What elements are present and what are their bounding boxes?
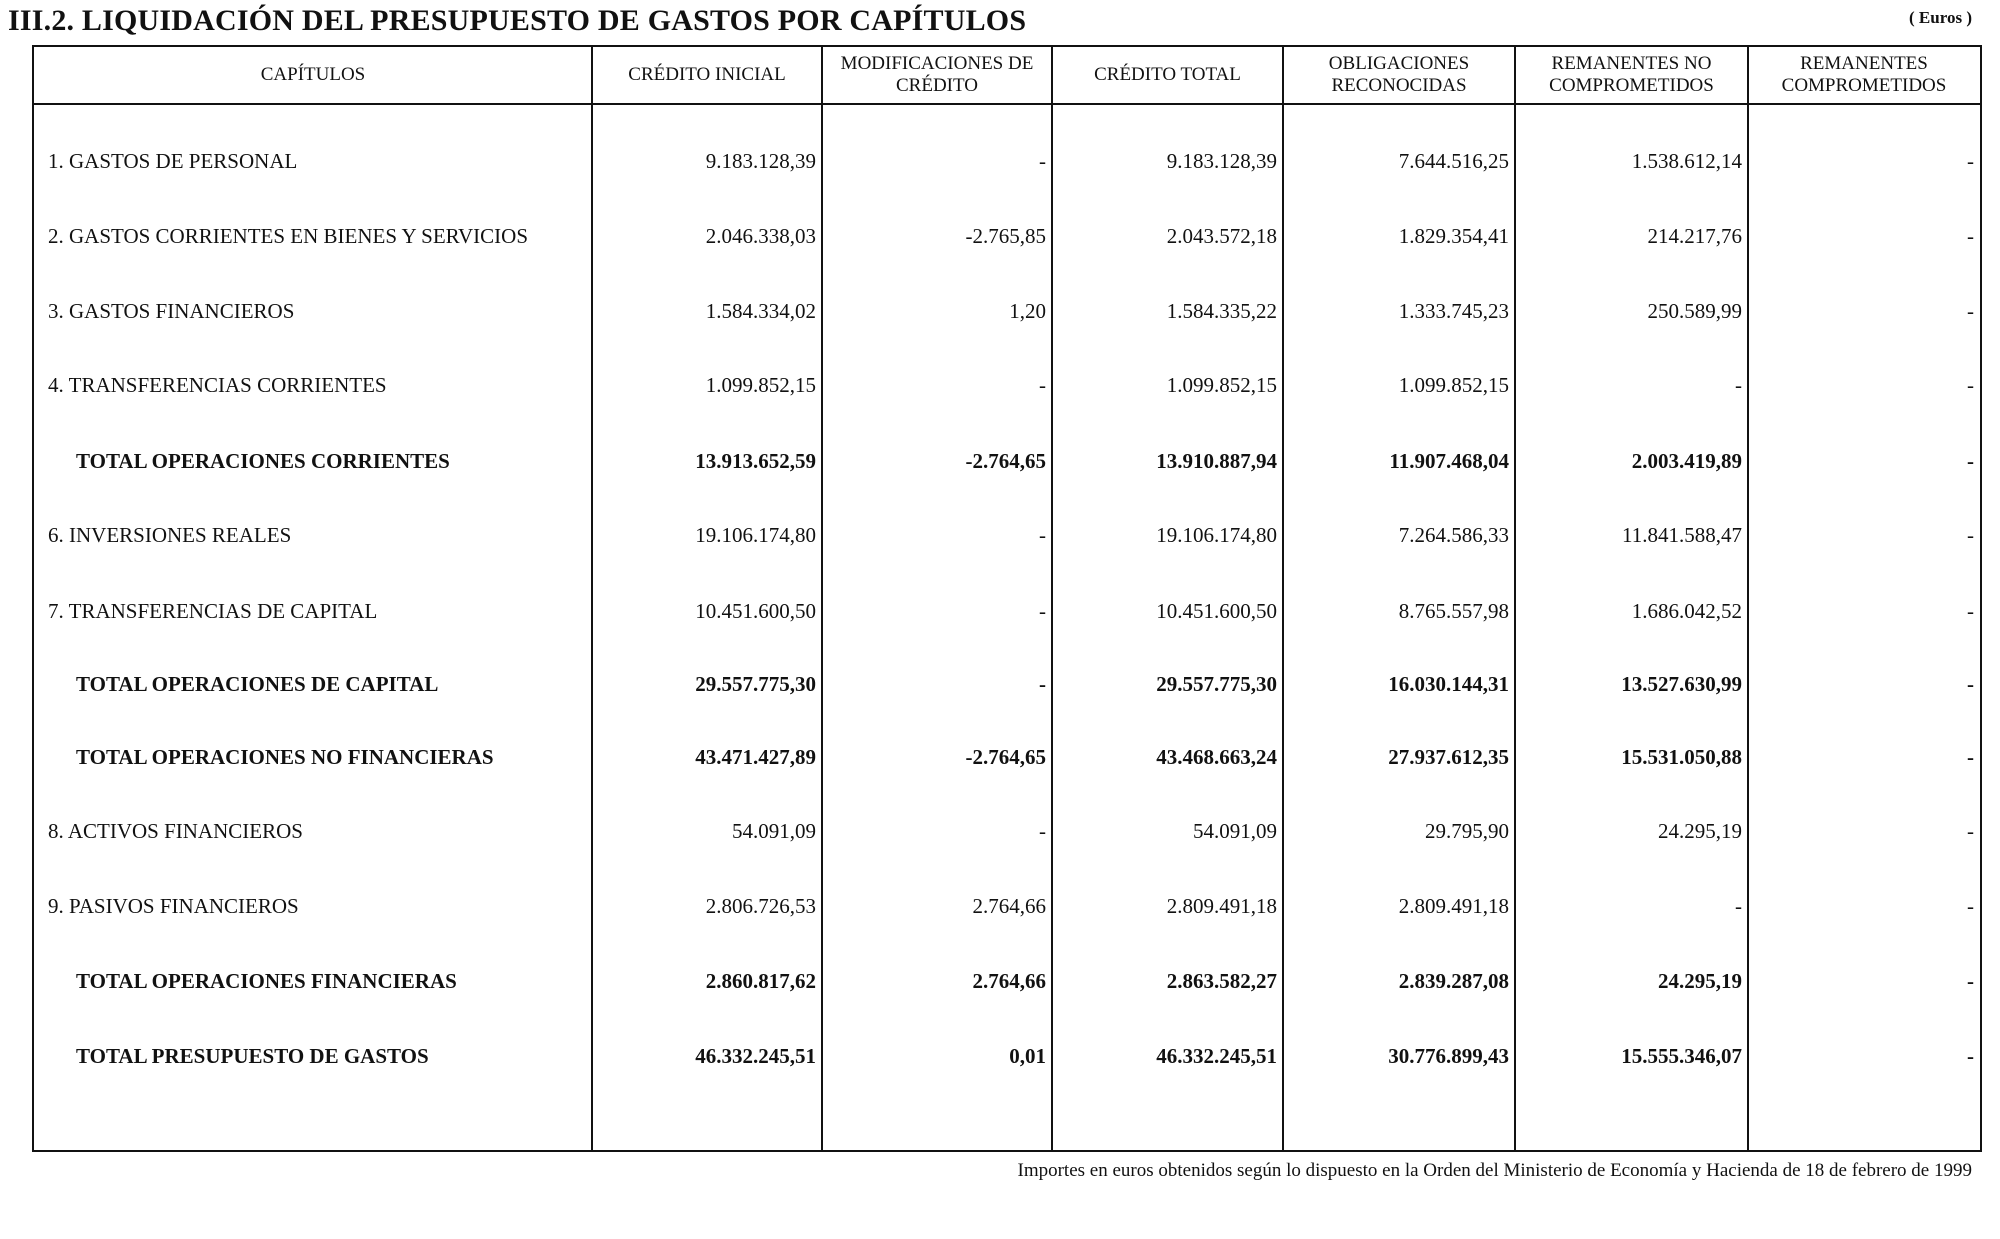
table-cell: -2.764,65 xyxy=(965,744,1046,769)
total-row xyxy=(34,735,1980,779)
table-cell: 10.451.600,50 xyxy=(695,598,816,623)
table-cell: 8.765.557,98 xyxy=(1398,598,1509,623)
row-label: 4. TRANSFERENCIAS CORRIENTES xyxy=(48,372,387,397)
table-cell: 2.809.491,18 xyxy=(1166,893,1277,918)
table-cell: 46.332.245,51 xyxy=(1156,1043,1277,1068)
total-row xyxy=(34,662,1980,706)
header-obligaciones: OBLIGACIONES RECONOCIDAS xyxy=(1328,53,1470,96)
table-cell: 15.531.050,88 xyxy=(1621,744,1742,769)
total-row xyxy=(34,1034,1980,1078)
table-cell: 43.468.663,24 xyxy=(1156,744,1277,769)
table-row xyxy=(34,214,1980,258)
table-row xyxy=(34,884,1980,928)
table-cell: 13.527.630,99 xyxy=(1621,671,1742,696)
header-credito-total: CRÉDITO TOTAL xyxy=(1094,64,1241,85)
table-cell: - xyxy=(1967,298,1974,323)
table-cell: - xyxy=(1039,818,1046,843)
table-cell: 1.333.745,23 xyxy=(1398,298,1509,323)
table-cell: 2.764,66 xyxy=(972,893,1046,918)
row-label: TOTAL PRESUPUESTO DE GASTOS xyxy=(76,1043,429,1068)
table-cell: - xyxy=(1967,223,1974,248)
table-cell: 2.046.338,03 xyxy=(705,223,816,248)
table-cell: 2.860.817,62 xyxy=(705,968,816,993)
table-cell: 24.295,19 xyxy=(1658,968,1742,993)
table-cell: 19.106.174,80 xyxy=(1156,522,1277,547)
header-credito-inicial: CRÉDITO INICIAL xyxy=(628,64,786,85)
table-cell: - xyxy=(1039,372,1046,397)
table-cell: - xyxy=(1967,968,1974,993)
row-label: TOTAL OPERACIONES FINANCIERAS xyxy=(76,968,457,993)
table-cell: - xyxy=(1967,372,1974,397)
table-cell: 7.264.586,33 xyxy=(1398,522,1509,547)
table-cell: 54.091,09 xyxy=(732,818,816,843)
row-label: 9. PASIVOS FINANCIEROS xyxy=(48,893,299,918)
table-cell: 29.557.775,30 xyxy=(695,671,816,696)
table-row xyxy=(34,363,1980,407)
budget-table xyxy=(32,45,1982,1152)
row-label: TOTAL OPERACIONES CORRIENTES xyxy=(76,448,450,473)
header-capitulos: CAPÍTULOS xyxy=(260,64,366,85)
header-remanentes-comprometidos: REMANENTES COMPROMETIDOS xyxy=(1781,53,1947,96)
table-cell: 10.451.600,50 xyxy=(1156,598,1277,623)
row-label: 6. INVERSIONES REALES xyxy=(48,522,292,547)
table-cell: - xyxy=(1039,522,1046,547)
table-cell: 1,20 xyxy=(1009,298,1046,323)
table-cell: 214.217,76 xyxy=(1647,223,1742,248)
table-cell: - xyxy=(1735,893,1742,918)
table-cell: 2.043.572,18 xyxy=(1166,223,1277,248)
table-cell: - xyxy=(1967,744,1974,769)
table-cell: 11.841.588,47 xyxy=(1622,522,1742,547)
header-divider xyxy=(34,103,1980,105)
table-cell: 29.557.775,30 xyxy=(1156,671,1277,696)
header-modificaciones: MODIFICACIONES DE CRÉDITO xyxy=(840,53,1034,96)
table-cell: - xyxy=(1967,522,1974,547)
table-row xyxy=(34,289,1980,333)
table-cell: 29.795,90 xyxy=(1425,818,1509,843)
table-cell: 1.829.354,41 xyxy=(1398,223,1509,248)
units-label: ( Euros ) xyxy=(1909,8,1972,27)
table-cell: -2.764,65 xyxy=(965,448,1046,473)
table-cell: - xyxy=(1039,148,1046,173)
table-cell: - xyxy=(1967,893,1974,918)
table-cell: 1.099.852,15 xyxy=(1398,372,1509,397)
table-cell: 1.584.334,02 xyxy=(705,298,816,323)
table-cell: 27.937.612,35 xyxy=(1388,744,1509,769)
table-cell: 43.471.427,89 xyxy=(695,744,816,769)
row-label: 3. GASTOS FINANCIEROS xyxy=(48,298,295,323)
table-cell: 2.806.726,53 xyxy=(705,893,816,918)
table-cell: 9.183.128,39 xyxy=(705,148,816,173)
table-cell: - xyxy=(1967,1043,1974,1068)
table-cell: 13.910.887,94 xyxy=(1156,448,1277,473)
table-row xyxy=(34,513,1980,557)
table-cell: 9.183.128,39 xyxy=(1166,148,1277,173)
table-cell: 250.589,99 xyxy=(1647,298,1742,323)
table-row xyxy=(34,809,1980,853)
table-cell: -2.765,85 xyxy=(965,223,1046,248)
table-cell: 16.030.144,31 xyxy=(1388,671,1509,696)
header-remanentes-no-comprometidos: REMANENTES NO COMPROMETIDOS xyxy=(1549,53,1714,96)
table-cell: - xyxy=(1039,598,1046,623)
table-cell: 1.099.852,15 xyxy=(1166,372,1277,397)
table-cell: 24.295,19 xyxy=(1658,818,1742,843)
total-row xyxy=(34,439,1980,483)
table-cell: 0,01 xyxy=(1009,1043,1046,1068)
row-label: TOTAL OPERACIONES NO FINANCIERAS xyxy=(76,744,494,769)
table-cell: - xyxy=(1039,671,1046,696)
table-cell: 1.099.852,15 xyxy=(705,372,816,397)
table-cell: 1.538.612,14 xyxy=(1631,148,1742,173)
table-cell: 15.555.346,07 xyxy=(1621,1043,1742,1068)
row-label: TOTAL OPERACIONES DE CAPITAL xyxy=(76,671,439,696)
page-title: III.2. LIQUIDACIÓN DEL PRESUPUESTO DE GASTOS POR CAPÍTULOS xyxy=(8,4,1027,37)
table-cell: 30.776.899,43 xyxy=(1388,1043,1509,1068)
table-cell: 11.907.468,04 xyxy=(1389,448,1509,473)
table-cell: - xyxy=(1735,372,1742,397)
table-cell: 2.764,66 xyxy=(972,968,1046,993)
table-cell: 13.913.652,59 xyxy=(695,448,816,473)
table-cell: - xyxy=(1967,148,1974,173)
table-cell: - xyxy=(1967,448,1974,473)
table-cell: 7.644.516,25 xyxy=(1398,148,1509,173)
table-cell: 2.003.419,89 xyxy=(1631,448,1742,473)
table-cell: 46.332.245,51 xyxy=(695,1043,816,1068)
table-cell: 2.839.287,08 xyxy=(1398,968,1509,993)
table-row xyxy=(34,139,1980,183)
table-cell: - xyxy=(1967,671,1974,696)
row-label: 2. GASTOS CORRIENTES EN BIENES Y SERVICIOS xyxy=(48,223,528,248)
table-cell: 19.106.174,80 xyxy=(695,522,816,547)
footnote: Importes en euros obtenidos según lo dispuesto en la Orden del Ministerio de Economía y Hacienda de 18 de febrero de 1999 xyxy=(1017,1160,1972,1181)
total-row xyxy=(34,959,1980,1003)
table-cell: 2.809.491,18 xyxy=(1398,893,1509,918)
row-label: 1. GASTOS DE PERSONAL xyxy=(48,148,298,173)
table-cell: 54.091,09 xyxy=(1193,818,1277,843)
table-row xyxy=(34,589,1980,633)
row-label: 8. ACTIVOS FINANCIEROS xyxy=(48,818,303,843)
table-cell: 2.863.582,27 xyxy=(1166,968,1277,993)
table-cell: 1.584.335,22 xyxy=(1166,298,1277,323)
table-cell: - xyxy=(1967,598,1974,623)
row-label: 7. TRANSFERENCIAS DE CAPITAL xyxy=(48,598,378,623)
table-cell: 1.686.042,52 xyxy=(1631,598,1742,623)
table-cell: - xyxy=(1967,818,1974,843)
